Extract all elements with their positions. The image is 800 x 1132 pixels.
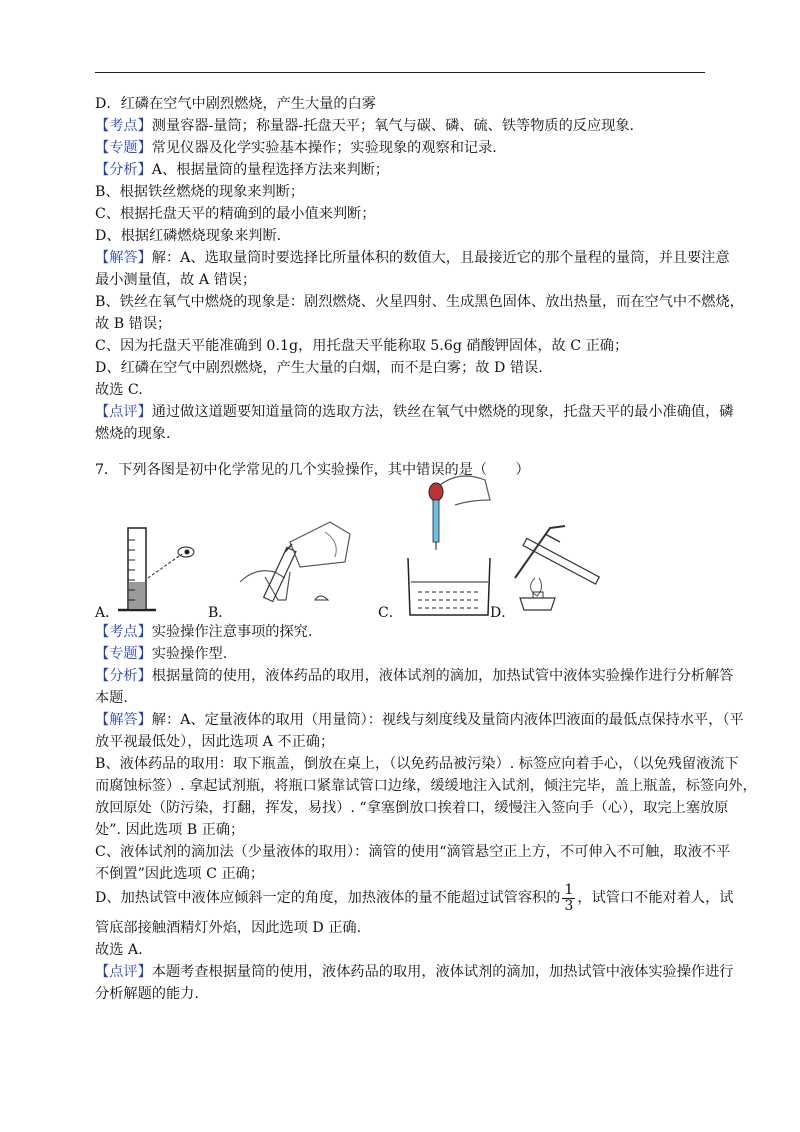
dianping-tag: 【点评】 xyxy=(95,404,152,420)
text-line: 而腐蚀标签）. 拿起试剂瓶，将瓶口紧靠试管口边缘，缓缓地注入试剂，倾注完毕，盖上瓶盖，标签向外， xyxy=(95,778,757,794)
text-line: 放回原处（防污染，打翻，挥发，易找）. “拿塞倒放口挨着口，缓慢注入签向手（心），取完上塞放原 xyxy=(95,800,729,816)
zhuanti-tag: 【专题】 xyxy=(95,140,152,156)
zhuanti-line xyxy=(95,138,497,158)
zhuanti-line-2 xyxy=(95,644,227,664)
fraction-one-third xyxy=(562,883,575,914)
question-7: 7．下列各图是初中化学常见的几个实验操作，其中错误的是（ ） xyxy=(95,462,530,478)
kaodian-tag: 【考点】 xyxy=(95,624,152,640)
text-line: 故选 C. xyxy=(95,382,143,398)
kaodian-line xyxy=(95,116,634,136)
text-line: D、红磷在空气中剧烈燃烧，产生大量的白烟，而不是白雾；故 D 错误. xyxy=(95,360,543,376)
fenxi-tag: 【分析】 xyxy=(95,668,152,684)
text-line: B、根据铁丝燃烧的现象来判断； xyxy=(95,184,305,200)
kaodian-text: 实验操作注意事项的探究. xyxy=(151,624,313,640)
dianping-text: 通过做这道题要知道量筒的选取方法，铁丝在氧气中燃烧的现象，托盘天平的最小准确值，磷 xyxy=(151,404,734,420)
jieda-text: 解：A、选取量筒时要选择比所量体积的数值大，且最接近它的那个量程的量筒，并且要注意 xyxy=(151,250,730,266)
option-d-text: D．红磷在空气中剧烈燃烧，产生大量的白雾 xyxy=(95,96,376,112)
fraction-denominator: 3 xyxy=(564,897,574,914)
zhuanti-tag: 【专题】 xyxy=(95,646,152,662)
option-b-label: B． xyxy=(208,605,233,621)
jieda-text: 解：A、定量液体的取用（用量筒）：视线与刻度线及量筒内液体凹液面的最低点保持水平，（平 xyxy=(151,712,744,728)
text-line: C、液体试剂的滴加法（少量液体的取用）：滴管的使用“滴管悬空正上方，不可伸入不可触，取液不平 xyxy=(95,844,731,860)
fenxi-tag: 【分析】 xyxy=(95,162,152,178)
dianping-tag: 【点评】 xyxy=(95,964,152,980)
fenxi-line-2 xyxy=(95,666,733,686)
figure-c-dropper xyxy=(400,470,500,620)
text-line: C、因为托盘天平能准确到 0.1g，用托盘天平能称取 5.6g 硝酸钾固体，故 C 正确； xyxy=(95,338,629,354)
text-line: C、根据托盘天平的精确到的最小值来判断； xyxy=(95,206,376,222)
jieda-line-2 xyxy=(95,710,744,730)
kaodian-text: 测量容器-量筒；称量器-托盘天平；氧气与碳、磷、硫、铁等物质的反应现象. xyxy=(151,118,635,134)
figure-d-heating xyxy=(505,518,615,613)
text-line: 故 B 错误； xyxy=(95,316,172,332)
fenxi-line xyxy=(95,160,389,180)
jieda-tag: 【解答】 xyxy=(95,712,152,728)
figure-b-pouring xyxy=(230,512,360,612)
fraction-numerator: 1 xyxy=(564,881,574,898)
option-d-label: D． xyxy=(490,605,516,621)
fenxi-text: A、根据量筒的量程选择方法来判断； xyxy=(151,162,390,178)
jieda-line xyxy=(95,248,730,268)
fraction-line xyxy=(95,876,734,920)
dianping-line xyxy=(95,402,733,422)
text-segment: ，试管口不能对着人，试 xyxy=(577,890,734,906)
dianping-text: 本题考查根据量筒的使用，液体药品的取用，液体试剂的滴加，加热试管中液体实验操作进行 xyxy=(151,964,734,980)
text-line: D、根据红磷燃烧现象来判断. xyxy=(95,228,282,244)
text-line: 管底部接触酒精灯外焰，因此选项 D 正确. xyxy=(95,920,362,936)
text-line: 故选 A. xyxy=(95,942,143,958)
text-line: B、铁丝在氧气中燃烧的现象是：剧烈燃烧、火星四射、生成黑色固体、放出热量，而在空气中不燃烧， xyxy=(95,294,744,310)
figure-a-cylinder xyxy=(110,520,200,615)
text-line: 本题. xyxy=(95,690,128,706)
zhuanti-text: 实验操作型. xyxy=(151,646,228,662)
header-rule xyxy=(95,72,705,73)
text-line: 处”. 因此选项 B 正确； xyxy=(95,822,245,838)
zhuanti-text: 常见仪器及化学实验基本操作；实验现象的观察和记录. xyxy=(151,140,497,156)
text-line: 放平视最低处），因此选项 A 不正确； xyxy=(95,734,335,750)
jieda-tag: 【解答】 xyxy=(95,250,152,266)
fenxi-text: 根据量筒的使用，液体药品的取用，液体试剂的滴加，加热试管中液体实验操作进行分析解答 xyxy=(151,668,734,684)
text-segment: D、加热试管中液体应倾斜一定的角度，加热液体的量不能超过试管容积的 xyxy=(95,890,561,906)
text-line: B、液体药品的取用：取下瓶盖，倒放在桌上，（以免药品被污染）. 标签应向着手心，（以免残留液流下 xyxy=(95,756,739,772)
kaodian-line-2 xyxy=(95,622,312,642)
option-c-label: C． xyxy=(378,605,403,621)
dianping-line-2 xyxy=(95,962,733,982)
kaodian-tag: 【考点】 xyxy=(95,118,152,134)
text-line: 燃烧的现象. xyxy=(95,426,171,442)
text-line: 分析解题的能力. xyxy=(95,986,199,1002)
text-line: 不倒置”因此选项 C 正确； xyxy=(95,866,265,882)
option-a-label: A． xyxy=(95,605,120,621)
text-line: 最小测量值，故 A 错误； xyxy=(95,272,257,288)
